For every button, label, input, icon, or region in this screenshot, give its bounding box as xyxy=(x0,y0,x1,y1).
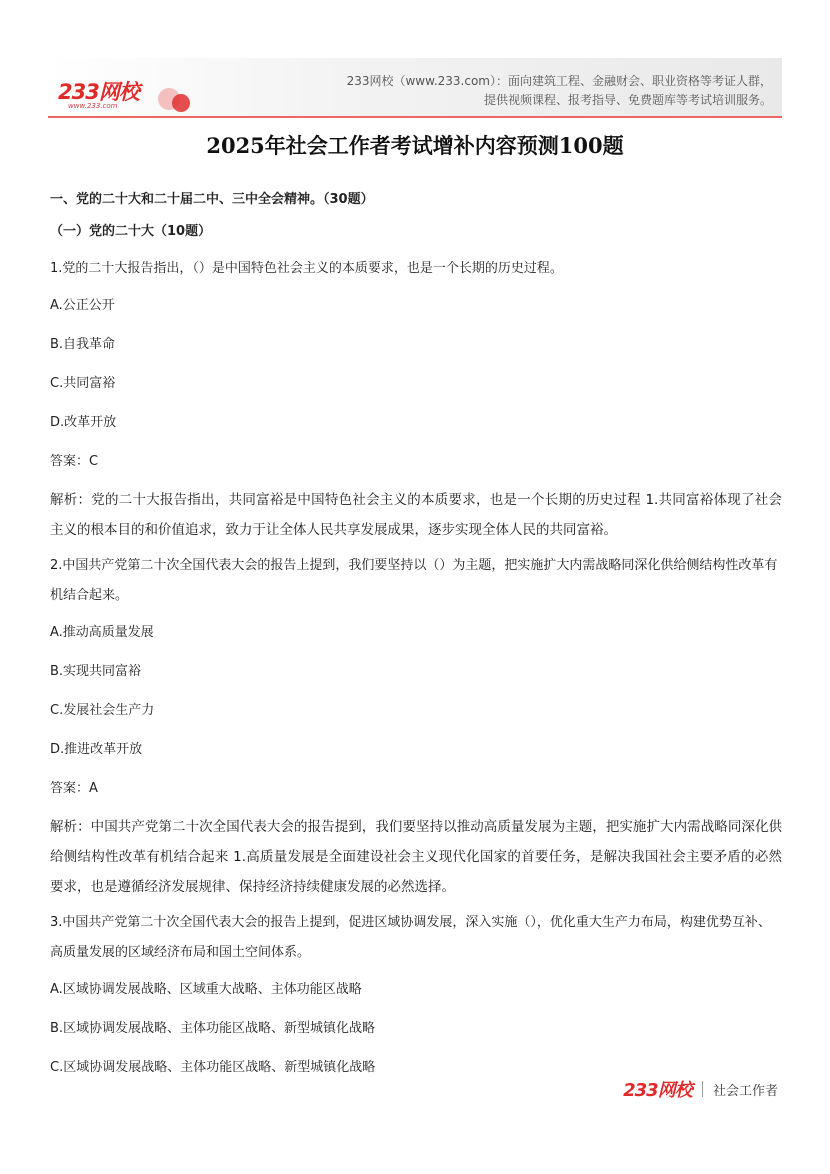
analysis: 解析：中国共产党第二十次全国代表大会的报告提到，我们要坚持以推动高质量发展为主题，把实施扩大内需战略同深化供给侧结构性改革有机结合起来 1.高质量发展是全面建设社会主义现代化国家的首要任务，是解决我国社会主要矛盾的必然要求，也是遵循经济发展规律、保持经济持续健康发展的必然选择。 xyxy=(50,819,782,895)
option-b: B.自我革命 xyxy=(50,337,116,352)
option-a: A.公正公开 xyxy=(50,298,115,313)
tagline-line-2: 提供视频课程、报考指导、免费题库等考试培训服务。 xyxy=(483,93,772,107)
footer-divider xyxy=(702,1081,703,1097)
logo-decoration xyxy=(172,94,190,112)
footer-logo: 233网校 xyxy=(623,1080,692,1101)
option-c: C.共同富裕 xyxy=(50,376,116,391)
answer: 答案：A xyxy=(50,781,98,796)
option-b: B.区域协调发展战略、主体功能区战略、新型城镇化战略 xyxy=(50,1021,376,1036)
logo-url: www.233.com xyxy=(68,102,118,110)
option-b: B.实现共同富裕 xyxy=(50,664,142,679)
answer: 答案：C xyxy=(50,454,99,469)
document-title: 2025年社会工作者考试增补内容预测100题 xyxy=(206,133,624,158)
footer-category: 社会工作者 xyxy=(712,1083,778,1099)
subsection-heading: （一）党的二十大（10题） xyxy=(50,224,212,239)
question-3: 3.中国共产党第二十次全国代表大会的报告上提到，促进区域协调发展，深入实施（），优化重大生产力布局，构建优势互补、高质量发展的区域经济布局和国土空间体系。 xyxy=(50,915,771,960)
option-a: A.推动高质量发展 xyxy=(50,625,154,640)
analysis: 解析：党的二十大报告指出，共同富裕是中国特色社会主义的本质要求，也是一个长期的历史过程 1.共同富裕体现了社会主义的根本目的和价值追求，致力于让全体人民共享发展成果，逐步实现全体人民的共同富裕。 xyxy=(50,492,782,538)
option-d: D.改革开放 xyxy=(50,415,117,430)
option-d: D.推进改革开放 xyxy=(50,742,143,757)
option-c: C.发展社会生产力 xyxy=(50,703,155,718)
section-heading: 一、党的二十大和二十届二中、三中全会精神。（30题） xyxy=(50,192,374,207)
question-2: 2.中国共产党第二十次全国代表大会的报告上提到，我们要坚持以（）为主题，把实施扩大内需战略同深化供给侧结构性改革有机结合起来。 xyxy=(50,558,778,603)
header-tagline xyxy=(347,72,772,110)
page-header xyxy=(48,58,782,118)
document-body xyxy=(50,188,782,1095)
page-footer xyxy=(623,1076,778,1101)
header-divider xyxy=(48,116,782,118)
option-c: C.区域协调发展战略、主体功能区战略、新型城镇化战略 xyxy=(50,1060,376,1075)
question-1: 1.党的二十大报告指出，（）是中国特色社会主义的本质要求，也是一个长期的历史过程。 xyxy=(50,261,563,276)
option-a: A.区域协调发展战略、区域重大战略、主体功能区战略 xyxy=(50,982,362,997)
brand-logo xyxy=(54,74,182,110)
tagline-line-1: 233网校（www.233.com）：面向建筑工程、金融财会、职业资格等考证人群， xyxy=(346,74,772,88)
logo-text: 233网校 xyxy=(58,80,139,104)
